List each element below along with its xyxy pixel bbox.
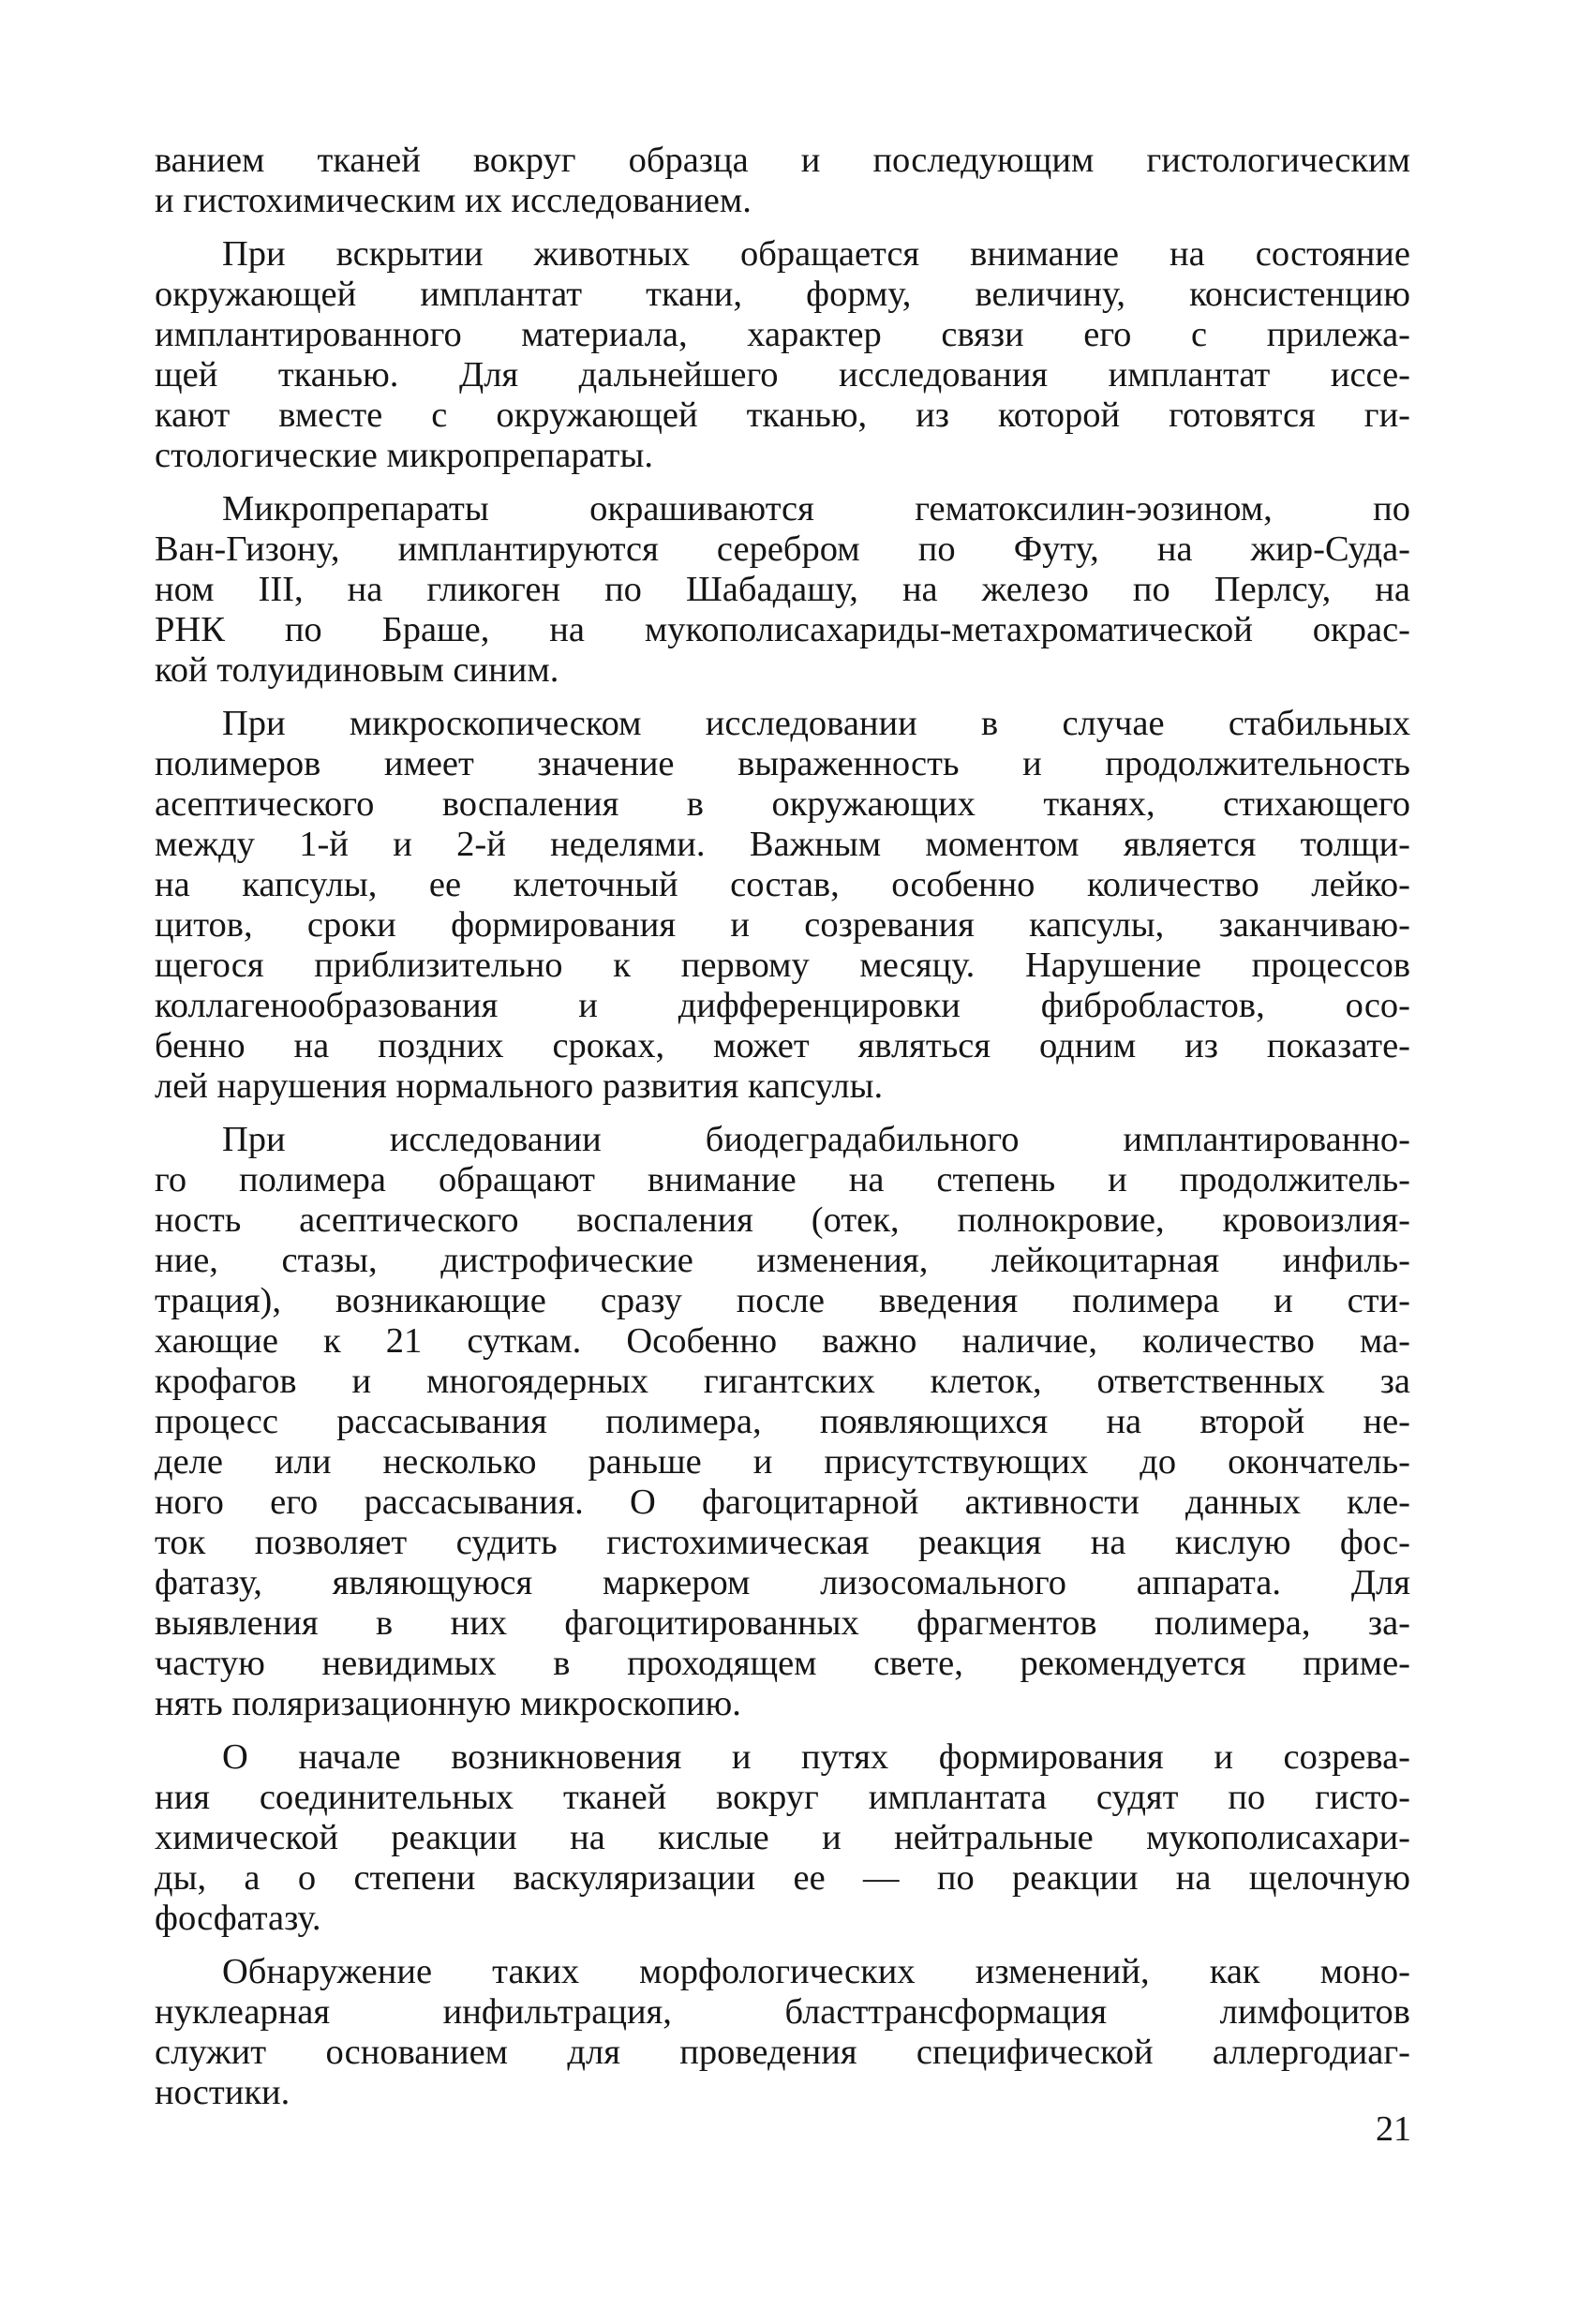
text-line: ние, стазы, дистрофические изменения, лейкоцитарная инфиль- [155,1241,1410,1280]
text-line: ном III, на гликоген по Шабадашу, на железо по Перлсу, на [155,570,1410,609]
text-line: нуклеарная инфильтрация, бласттрансформация лимфоцитов [155,1992,1410,2032]
text-line: кают вместе с окружающей тканью, из которой готовятся ги- [155,395,1410,435]
text-line: фатазу, являющуюся маркером лизосомального аппарата. Для [155,1563,1410,1602]
paragraph [155,704,1410,1107]
paragraph [155,489,1410,691]
text-line: ность асептического воспаления (отек, полнокровие, кровоизлия- [155,1200,1410,1240]
text-line: служит основанием для проведения специфической аллергодиаг- [155,2033,1410,2072]
text-line: ды, а о степени васкуляризации ее — по реакции на щелочную [155,1858,1410,1898]
text-line: стологические микропрепараты. [155,436,653,475]
paragraph [155,1952,1410,2113]
text-line: го полимера обращают внимание на степень и продолжитель- [155,1160,1410,1199]
text-line: Обнаружение таких морфологических изменений, как моно- [222,1952,1410,1991]
paragraph [155,1120,1410,1724]
text-line: Микропрепараты окрашиваются гематоксилин-эозином, по [222,489,1410,529]
text-line: ванием тканей вокруг образца и последующим гистологическим [155,141,1410,180]
text-line: При микроскопическом исследовании в случае стабильных [222,704,1410,743]
text-line: щей тканью. Для дальнейшего исследования имплантат иссе- [155,355,1410,395]
page-body [155,141,1410,2126]
text-line: частую невидимых в проходящем свете, рекомендуется приме- [155,1644,1410,1683]
text-line: лей нарушения нормального развития капсулы. [155,1066,884,1106]
text-line: ного его рассасывания. О фагоцитарной активности данных кле- [155,1482,1410,1522]
text-line: щегося приблизительно к первому месяцу. Нарушение процессов [155,946,1410,985]
text-line: деле или несколько раньше и присутствующих до окончатель- [155,1442,1410,1482]
text-line: асептического воспаления в окружающих тканях, стихающего [155,784,1410,824]
text-line: полимеров имеет значение выраженность и продолжительность [155,744,1410,783]
text-line: на капсулы, ее клеточный состав, особенно количество лейко- [155,865,1410,904]
text-line: трация), возникающие сразу после введения полимера и сти- [155,1281,1410,1320]
text-line: кой толуидиновым синим. [155,650,559,690]
text-line: цитов, сроки формирования и созревания капсулы, заканчиваю- [155,905,1410,945]
text-line: коллагенообразования и дифференцировки фибробластов, осо- [155,986,1410,1025]
text-line: бенно на поздних сроках, может являться одним из показате- [155,1026,1410,1065]
text-line: При вскрытии животных обращается внимание на состояние [222,234,1410,274]
text-line: фосфатазу. [155,1899,321,1938]
text-line: хающие к 21 суткам. Особенно важно наличие, количество ма- [155,1321,1410,1361]
paragraph [155,234,1410,476]
text-line: Ван-Гизону, имплантируются серебром по Футу, на жир-Суда- [155,529,1410,569]
text-line: РНК по Браше, на мукополисахариды-метахроматической окрас- [155,610,1410,649]
text-line: процесс рассасывания полимера, появляющихся на второй не- [155,1402,1410,1441]
paragraph [155,1737,1410,1939]
text-line: имплантированного материала, характер связи его с прилежа- [155,315,1410,354]
paragraph [155,141,1410,221]
text-line: ностики. [155,2073,290,2112]
text-line: крофагов и многоядерных гигантских клеток, ответственных за [155,1362,1410,1401]
text-line: нять поляризационную микроскопию. [155,1684,741,1723]
text-line: При исследовании биодеградабильного имплантированно- [222,1120,1410,1159]
text-line: выявления в них фагоцитированных фрагментов полимера, за- [155,1603,1410,1643]
text-line: химической реакции на кислые и нейтральные мукополисахари- [155,1818,1410,1857]
page-number: 21 [1376,2109,1411,2149]
text-line: ния соединительных тканей вокруг имплантата судят по гисто- [155,1778,1410,1817]
text-line: ток позволяет судить гистохимическая реакция на кислую фос- [155,1523,1410,1562]
text-line: между 1-й и 2-й неделями. Важным моментом является толщи- [155,825,1410,864]
text-line: О начале возникновения и путях формирования и созрева- [222,1737,1410,1777]
text-line: и гистохимическим их исследованием. [155,181,752,220]
text-line: окружающей имплантат ткани, форму, величину, консистенцию [155,275,1410,314]
